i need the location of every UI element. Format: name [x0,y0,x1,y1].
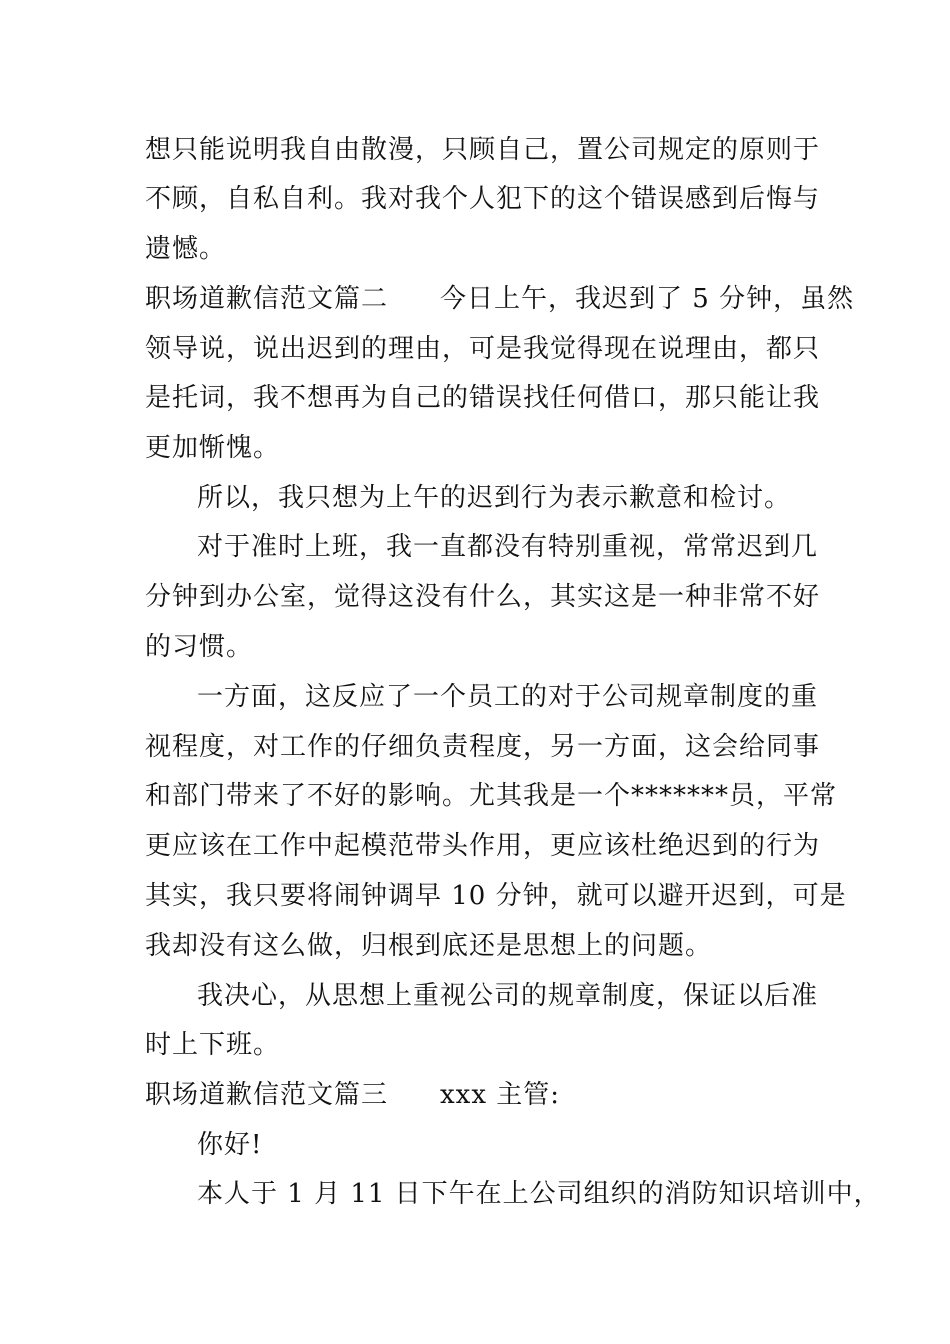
paragraph-start: 一方面，这反应了一个员工的对于公司规章制度的重 [197,682,819,712]
section-heading-line [145,282,855,316]
body-line: 和部门带来了不好的影响。尤其我是一个*******员，平常 [145,781,838,811]
body-line: 其实，我只要将闹钟调早 10 分钟，就可以避开迟到，可是 [145,881,847,911]
greeting: 你好! [197,1130,263,1160]
body-line: 遗憾。 [145,234,227,264]
body-line: 不顾，自私自利。我对我个人犯下的这个错误感到后悔与 [145,184,821,214]
paragraph-start: 对于准时上班，我一直都没有特别重视，常常迟到几 [197,532,819,562]
section-heading: 职场道歉信范文篇三 [145,1080,389,1110]
body-line: 时上下班。 [145,1030,281,1060]
body-line: 是托词，我不想再为自己的错误找任何借口，那只能让我 [145,383,821,413]
body-text: 今日上午，我迟到了 5 分钟，虽然 [440,284,855,314]
section-heading: 职场道歉信范文篇二 [145,284,389,314]
body-line: 的习惯。 [145,632,254,662]
paragraph-start: 所以，我只想为上午的迟到行为表示歉意和检讨。 [197,483,792,513]
body-line: 想只能说明我自由散漫，只顾自己，置公司规定的原则于 [145,135,821,165]
body-line: 我却没有这么做，归根到底还是思想上的问题。 [145,931,713,961]
salutation: xxx 主管: [440,1080,561,1110]
body-line: 视程度，对工作的仔细负责程度，另一方面，这会给同事 [145,732,821,762]
paragraph-start: 本人于 1 月 11 日下午在上公司组织的消防知识培训中， [197,1179,881,1209]
paragraph-start: 我决心，从思想上重视公司的规章制度，保证以后准 [197,981,819,1011]
section-heading-line [145,1078,825,1112]
body-line: 分钟到办公室，觉得这没有什么，其实这是一种非常不好 [145,582,821,612]
body-line: 领导说，说出迟到的理由，可是我觉得现在说理由，都只 [145,334,821,364]
body-line: 更加惭愧。 [145,433,281,463]
body-line: 更应该在工作中起模范带头作用，更应该杜绝迟到的行为 [145,831,821,861]
